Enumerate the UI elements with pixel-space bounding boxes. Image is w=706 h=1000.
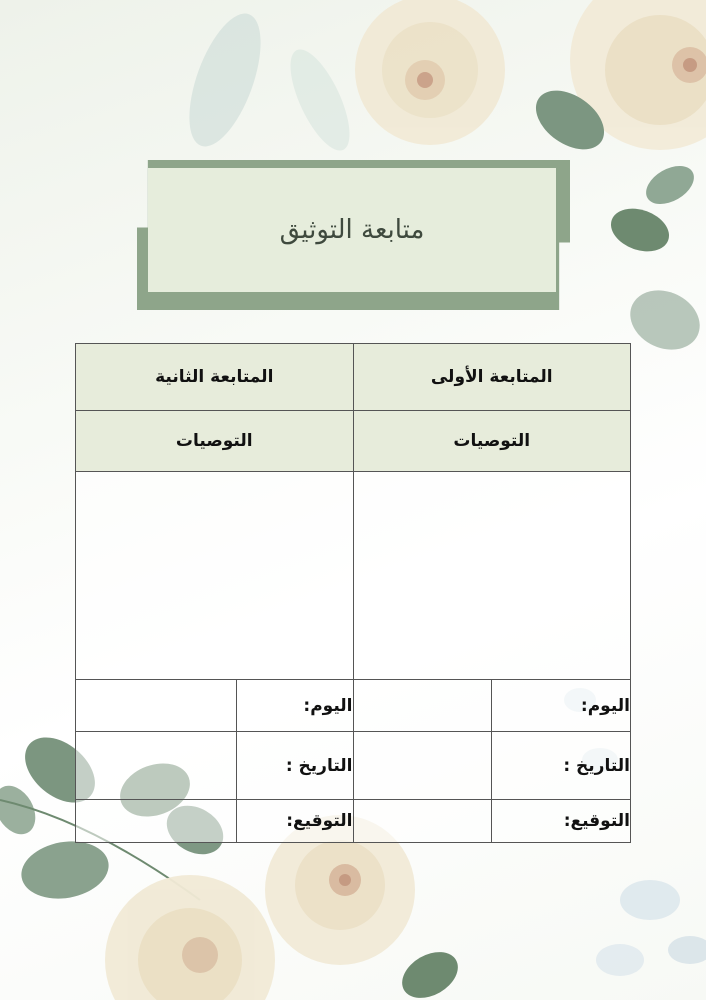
- recommendations-row: [76, 472, 631, 680]
- leaf-icon: [394, 943, 466, 1000]
- second-day-label: اليوم:: [236, 680, 353, 732]
- first-followup-heading: المتابعة الأولى: [353, 344, 631, 411]
- first-day-value[interactable]: [353, 680, 492, 732]
- date-row: [76, 732, 631, 800]
- title-banner: [148, 168, 556, 292]
- leaf-icon: [279, 42, 362, 159]
- leaf-icon: [668, 936, 706, 964]
- first-recommendations-cell[interactable]: [353, 472, 631, 680]
- first-signature-value[interactable]: [353, 800, 492, 843]
- second-signature-value[interactable]: [76, 800, 237, 843]
- rose-icon: [355, 0, 505, 145]
- leaf-icon: [17, 835, 113, 905]
- table-header-row: [76, 344, 631, 411]
- second-recommendations-cell[interactable]: [76, 472, 354, 680]
- leaf-icon: [605, 201, 675, 259]
- second-signature-label: التوقيع:: [236, 800, 353, 843]
- page-title: متابعة التوثيق: [279, 215, 425, 245]
- signature-row: [76, 800, 631, 843]
- leaf-icon: [620, 880, 680, 920]
- second-date-value[interactable]: [76, 732, 237, 800]
- followup-table: [75, 343, 631, 843]
- table-subheader-row: [76, 411, 631, 472]
- second-followup-heading: المتابعة الثانية: [76, 344, 354, 411]
- second-recommendations-heading: التوصيات: [76, 411, 354, 472]
- first-date-label: التاريخ :: [492, 732, 631, 800]
- first-recommendations-heading: التوصيات: [353, 411, 631, 472]
- leaf-icon: [596, 944, 644, 976]
- second-day-value[interactable]: [76, 680, 237, 732]
- first-signature-label: التوقيع:: [492, 800, 631, 843]
- leaf-icon: [639, 158, 700, 212]
- first-day-label: اليوم:: [492, 680, 631, 732]
- leaf-icon: [175, 5, 276, 156]
- leaf-icon: [621, 279, 706, 360]
- second-date-label: التاريخ :: [236, 732, 353, 800]
- rose-icon: [105, 875, 275, 1000]
- first-date-value[interactable]: [353, 732, 492, 800]
- day-row: [76, 680, 631, 732]
